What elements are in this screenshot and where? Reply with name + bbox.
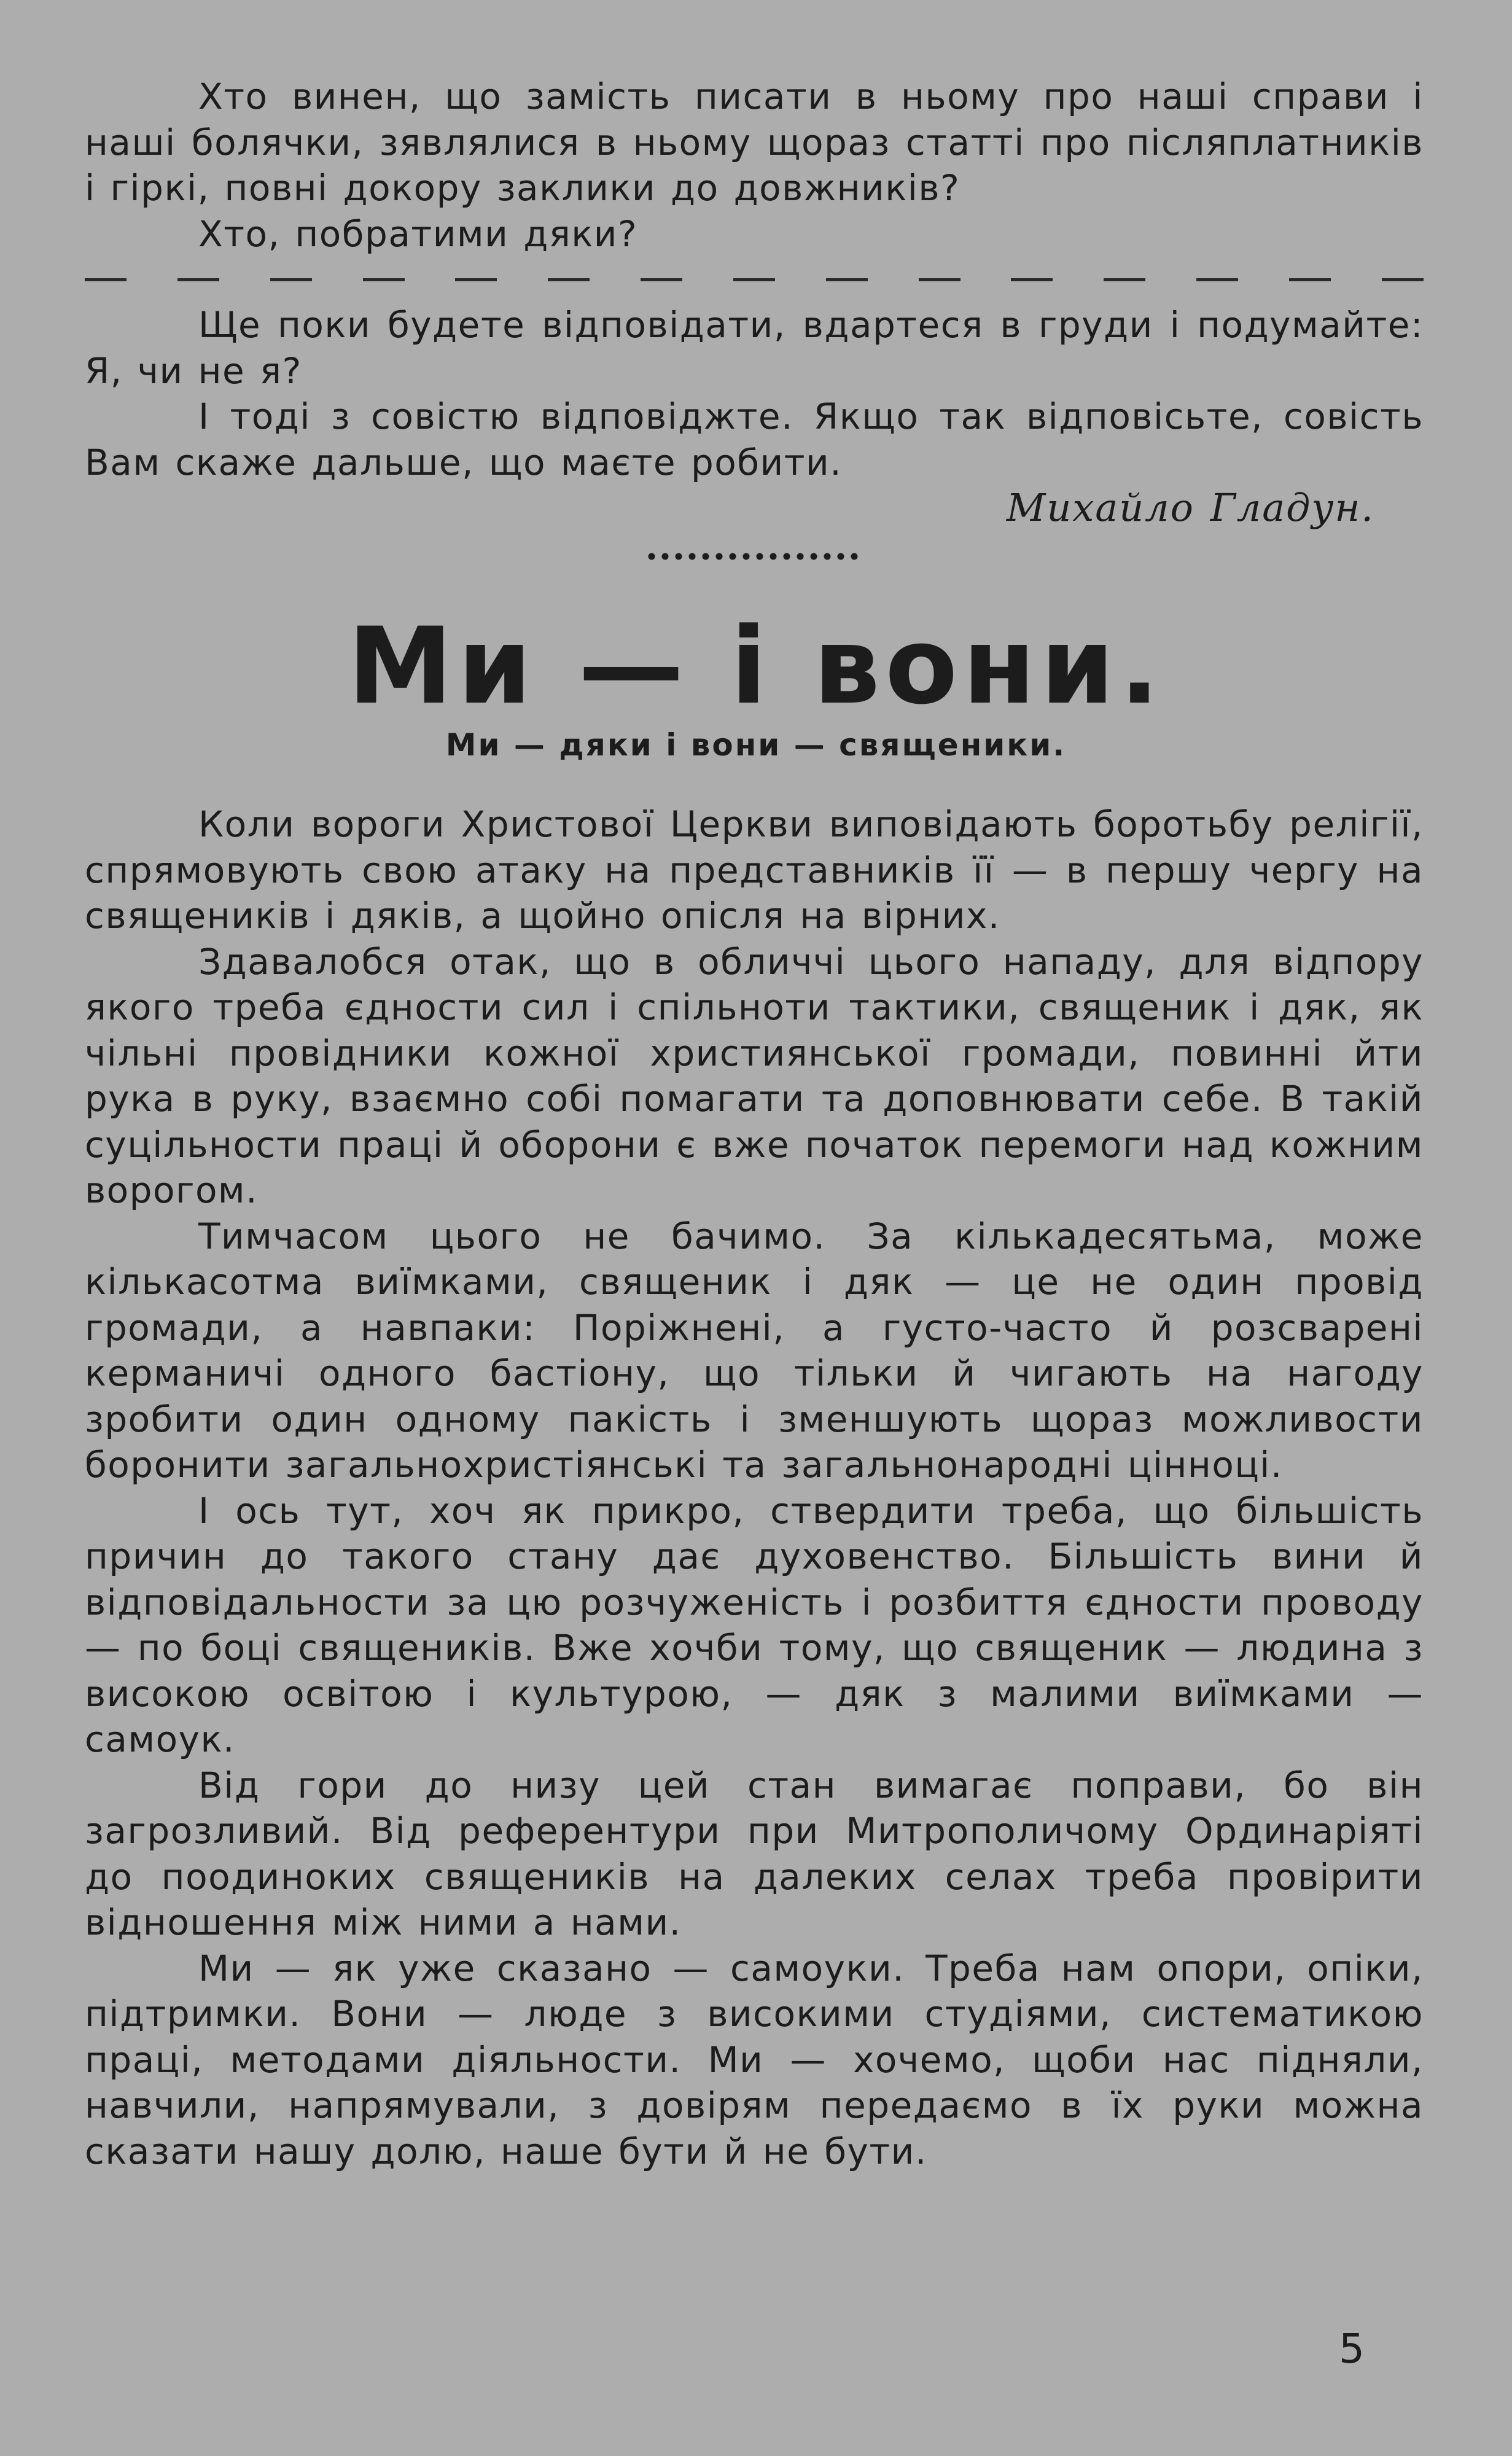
page-number: 5 [1339, 2325, 1365, 2372]
intro-paragraph: Хто винен, що замість писати в ньому про наші справи і наші болячки, зявлялися в ньому щораз статті про післяплатників і гіркі, повні докору заклики до довжників? [85, 76, 1424, 209]
article-paragraph: І ось тут, хоч як прикро, ствердити треба, що більшість причин до такого стану дає духовенство. Більшість вини й відповідальности за цю розчуженість і розбиття єдности проводу — по боці священиків. Вже хочби тому, що священик — людина з високою освітою і культурою, — дяк з малими виїмками — самоук. [85, 1489, 1424, 1760]
author-signature: Михайло Гладун. [1006, 485, 1374, 530]
article-paragraph: Здавалобся отак, що в обличчі цього нападу, для відпору якого треба єдности сил і спільноти тактики, священик і дяк, як чільні провідники кожної християнської громади, повинні йти рука в руку, взаємно собі помагати та доповнювати себе. В такій суцільности праці й оборони є вже початок перемоги над кожним ворогом. [85, 940, 1424, 1211]
article-paragraph: Ми — як уже сказано — самоуки. Треба нам опори, опіки, підтримки. Вони — люде з високими студіями, систематикою праці, методами діяльности. Ми — хочемо, щоби нас підняли, навчили, напрямували, з довірям передаємо в їх руки можна сказати нашу долю, наше бути й не бути. [85, 1947, 1424, 2172]
article-paragraph: Коли вороги Христової Церкви виповідають боротьбу релігії, спрямовують свою атаку на представників її — в першу чергу на священиків і дяків, а щойно опісля на вірних. [85, 803, 1424, 937]
intro-paragraph: Хто, побратими дяки? [198, 212, 638, 255]
article-subtitle: Ми — дяки і вони — священики. [445, 727, 1067, 763]
intro-section [85, 74, 1424, 531]
article-paragraph: Тимчасом цього не бачимо. За кількадесятьма, може кількасотма виїмками, священик і дяк — це не один провід громади, а навпаки: Поріжнені, а густо-часто й розсварені керманичі одного бастіону, що тільки й чигають на нагоду зробити один одному пакість і зменшують щораз можливости боронити загальнохристіянські та загальнонародні цінноці. [85, 1215, 1424, 1486]
dashed-divider [85, 257, 1424, 302]
dotted-separator [645, 553, 863, 560]
intro-closing-paragraph: Ще поки будете відповідати, вдартеся в груди і подумайте: Я, чи не я? [85, 304, 1424, 392]
article-body [85, 801, 1424, 2174]
article-title: Ми — і вони. [348, 604, 1164, 728]
intro-closing-paragraph: І тоді з совістю відповіджте. Якщо так відповісьте, совість Вам скаже дальше, що маєте робити. [85, 396, 1424, 483]
article-paragraph: Від гори до низу цей стан вимагає поправи, бо він загрозливий. Від референтури при Митрополичому Ординаріяті до поодиноких священиків на далеких селах треба провірити відношення між ними а нами. [85, 1764, 1424, 1943]
